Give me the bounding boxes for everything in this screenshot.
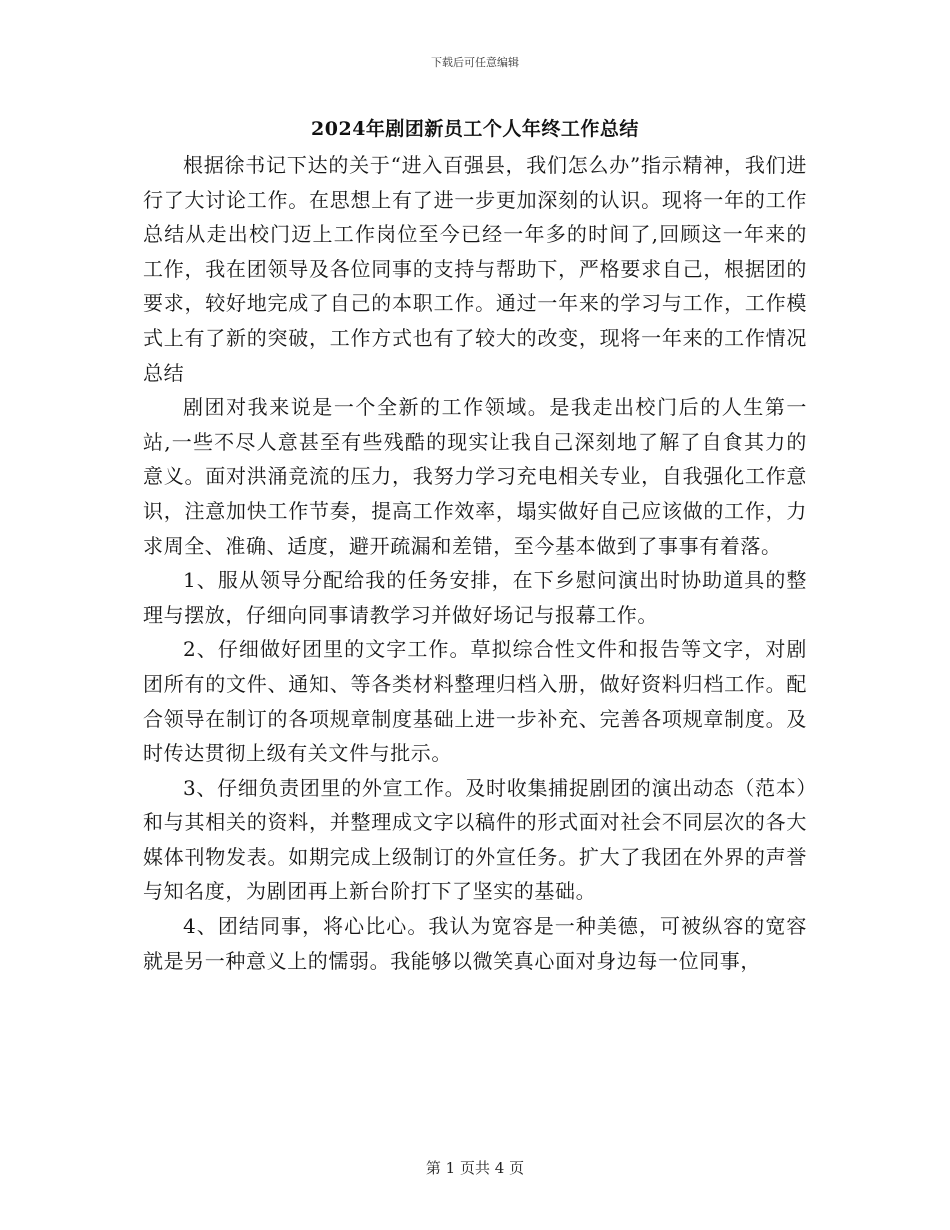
paragraph-intro: 根据徐书记下达的关于“进入百强县，我们怎么办”指示精神，我们进行了大讨论工作。在思想上有了进一步更加深刻的认识。现将一年的工作总结从走出校门迈上工作岗位至今已经一年多的时间了,回顾这一年来的工作，我在团领导及各位同事的支持与帮助下，严格要求自己，根据团的要求，较好地完成了自己的本职工作。通过一年来的学习与工作，工作模式上有了新的突破，工作方式也有了较大的改变，现将一年来的工作情况总结 <box>143 153 807 385</box>
paragraph-new-field: 剧团对我来说是一个全新的工作领域。是我走出校门后的人生第一站,一些不尽人意甚至有些残酷的现实让我自己深刻地了解了自食其力的意义。面对洪涌竞流的压力，我努力学习充电相关专业，自我强化工作意识，注意加快工作节奏，提高工作效率，塌实做好自己应该做的工作，力求周全、准确、适度，避开疏漏和差错，至今基本做到了事事有着落。 <box>143 395 807 558</box>
paragraph-item-1: 1、服从领导分配给我的任务安排，在下乡慰问演出时协助道具的整理与摆放，仔细向同事请教学习并做好场记与报幕工作。 <box>143 568 807 627</box>
document-body <box>143 148 807 978</box>
paragraph-item-3: 3、仔细负责团里的外宣工作。及时收集捕捉剧团的演出动态（范本）和与其相关的资料，并整理成文字以稿件的形式面对社会不同层次的各大媒体刊物发表。如期完成上级制订的外宣任务。扩大了我团在外界的声誉与知名度，为剧团再上新台阶打下了坚实的基础。 <box>143 775 807 904</box>
document-title: 2024年剧团新员工个人年终工作总结 <box>311 118 639 140</box>
paragraph-item-2: 2、仔细做好团里的文字工作。草拟综合性文件和报告等文字，对剧团所有的文件、通知、等各类材料整理归档入册，做好资料归档工作。配合领导在制订的各项规章制度基础上进一步补充、完善各项规章制度。及时传达贯彻上级有关文件与批示。 <box>143 637 807 766</box>
paragraph-item-4: 4、团结同事，将心比心。我认为宽容是一种美德，可被纵容的宽容就是另一种意义上的懦弱。我能够以微笑真心面对身边每一位同事， <box>143 914 807 973</box>
page-number-footer: 第 1 页共 4 页 <box>425 1159 525 1177</box>
header-note: 下载后可任意编辑 <box>431 56 519 69</box>
